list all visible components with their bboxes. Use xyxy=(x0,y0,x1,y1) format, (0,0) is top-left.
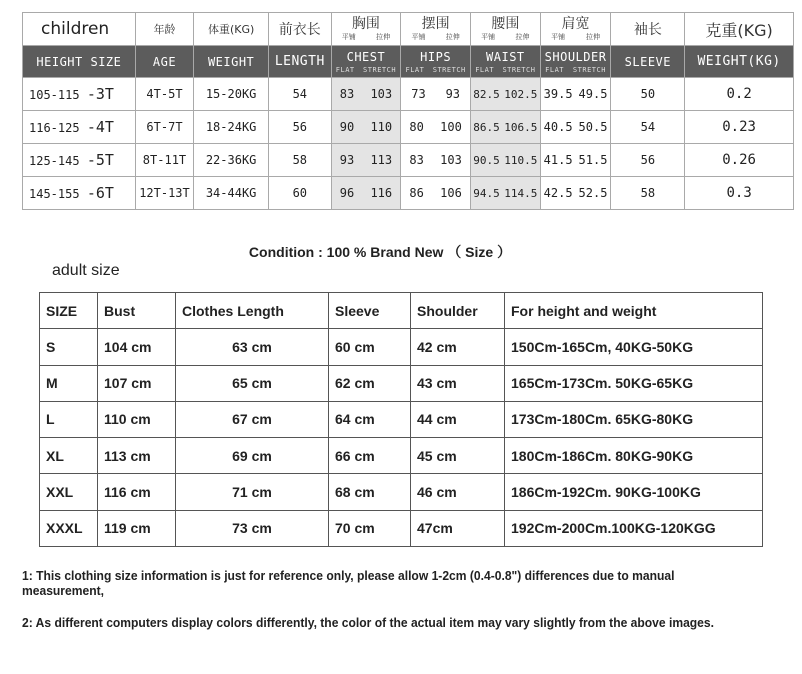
adult-cell: 42 cm xyxy=(411,329,505,365)
adult-cell: 186Cm-192Cm. 90KG-100KG xyxy=(505,474,763,510)
adult-cell: 71 cm xyxy=(176,474,329,510)
adult-cell: XL xyxy=(40,438,98,474)
weight-kg-cell: 0.23 xyxy=(685,111,794,144)
adult-cell: 65 cm xyxy=(176,365,329,401)
adult-cell: 70 cm xyxy=(329,510,411,546)
header-chest-cn: 胸围 平铺 拉伸 xyxy=(331,13,401,46)
age-cell: 6T-7T xyxy=(135,111,193,144)
sleeve-cell: 56 xyxy=(611,144,685,177)
adult-size-table xyxy=(39,292,763,547)
hips-cell: 73 93 xyxy=(401,78,471,111)
adult-cell: L xyxy=(40,401,98,437)
weight-kg-cell: 0.3 xyxy=(685,177,794,210)
table-row xyxy=(23,144,794,177)
adult-header-cell: Shoulder xyxy=(411,293,505,329)
adult-cell: 107 cm xyxy=(98,365,176,401)
adult-cell: 64 cm xyxy=(329,401,411,437)
header-age-cn: 年龄 xyxy=(135,13,193,46)
header-hips-cn: 摆围 平铺 拉伸 xyxy=(401,13,471,46)
header-weight-kg: WEIGHT(KG) xyxy=(685,46,794,78)
weight-cell: 22-36KG xyxy=(194,144,269,177)
table-row xyxy=(40,401,763,437)
adult-cell: 104 cm xyxy=(98,329,176,365)
table-row xyxy=(23,78,794,111)
header-weight: WEIGHT xyxy=(194,46,269,78)
adult-cell: XXL xyxy=(40,474,98,510)
weight-cell: 34-44KG xyxy=(194,177,269,210)
adult-cell: 116 cm xyxy=(98,474,176,510)
sleeve-cell: 58 xyxy=(611,177,685,210)
adult-cell: 119 cm xyxy=(98,510,176,546)
adult-header-cell: Bust xyxy=(98,293,176,329)
children-size-table xyxy=(22,12,794,210)
header-length-cn: 前衣长 xyxy=(269,13,332,46)
adult-cell: 43 cm xyxy=(411,365,505,401)
length-cell: 60 xyxy=(269,177,332,210)
adult-cell: 45 cm xyxy=(411,438,505,474)
adult-cell: 113 cm xyxy=(98,438,176,474)
children-label: children xyxy=(23,13,136,46)
note-color: 2: As different computers display colors differently, the color of the actual item may vary slightly from the above images. xyxy=(22,615,715,630)
condition-heading: Condition : 100 % Brand New （ Size ） xyxy=(248,244,512,260)
adult-header-cell: Sleeve xyxy=(329,293,411,329)
header-hips: HIPS FLAT STRETCH xyxy=(401,46,471,78)
chest-cell: 93 113 xyxy=(331,144,401,177)
height-size-cell: 145-155 -6T xyxy=(23,177,136,210)
adult-cell: 110 cm xyxy=(98,401,176,437)
adult-cell: 66 cm xyxy=(329,438,411,474)
header-waist: WAIST FLAT STRETCH xyxy=(470,46,540,78)
adult-cell: M xyxy=(40,365,98,401)
header-age: AGE xyxy=(135,46,193,78)
adult-cell: 44 cm xyxy=(411,401,505,437)
header-sleeve-cn: 袖长 xyxy=(611,13,685,46)
header-sleeve: SLEEVE xyxy=(611,46,685,78)
adult-header-cell: Clothes Length xyxy=(176,293,329,329)
length-cell: 56 xyxy=(269,111,332,144)
weight-cell: 15-20KG xyxy=(194,78,269,111)
weight-kg-cell: 0.26 xyxy=(685,144,794,177)
note-measurement: 1: This clothing size information is just for reference only, please allow 1-2cm (0.4-0.8") differences due to manual measurement, xyxy=(22,568,675,598)
adult-cell: 68 cm xyxy=(329,474,411,510)
adult-header-row xyxy=(40,293,763,329)
adult-header-cell: For height and weight xyxy=(505,293,763,329)
adult-cell: 60 cm xyxy=(329,329,411,365)
age-cell: 4T-5T xyxy=(135,78,193,111)
adult-cell: 46 cm xyxy=(411,474,505,510)
sleeve-cell: 50 xyxy=(611,78,685,111)
table-row xyxy=(40,474,763,510)
header-shoulder: SHOULDER FLAT STRETCH xyxy=(540,46,611,78)
shoulder-cell: 42.5 52.5 xyxy=(540,177,611,210)
adult-cell: 192Cm-200Cm.100KG-120KGG xyxy=(505,510,763,546)
table-row xyxy=(23,111,794,144)
adult-cell: 73 cm xyxy=(176,510,329,546)
table-row xyxy=(40,438,763,474)
header-chest: CHEST FLAT STRETCH xyxy=(331,46,401,78)
height-size-cell: 116-125 -4T xyxy=(23,111,136,144)
sleeve-cell: 54 xyxy=(611,111,685,144)
waist-cell: 90.5 110.5 xyxy=(470,144,540,177)
header-weight-kg-cn: 克重(KG) xyxy=(685,13,794,46)
chest-cell: 90 110 xyxy=(331,111,401,144)
header-row-english xyxy=(23,46,794,78)
hips-cell: 80 100 xyxy=(401,111,471,144)
adult-cell: S xyxy=(40,329,98,365)
table-row xyxy=(40,365,763,401)
adult-header-cell: SIZE xyxy=(40,293,98,329)
adult-cell: 150Cm-165Cm, 40KG-50KG xyxy=(505,329,763,365)
adult-size-label: adult size xyxy=(52,262,120,279)
adult-cell: 165Cm-173Cm. 50KG-65KG xyxy=(505,365,763,401)
table-row xyxy=(40,510,763,546)
height-size-cell: 105-115 -3T xyxy=(23,78,136,111)
shoulder-cell: 39.5 49.5 xyxy=(540,78,611,111)
waist-cell: 82.5 102.5 xyxy=(470,78,540,111)
adult-cell: 67 cm xyxy=(176,401,329,437)
hips-cell: 83 103 xyxy=(401,144,471,177)
header-shoulder-cn: 肩宽 平铺 拉伸 xyxy=(540,13,611,46)
adult-cell: 69 cm xyxy=(176,438,329,474)
adult-cell: 62 cm xyxy=(329,365,411,401)
shoulder-cell: 40.5 50.5 xyxy=(540,111,611,144)
header-height-size: HEIGHT SIZE xyxy=(23,46,136,78)
table-row xyxy=(23,177,794,210)
hips-cell: 86 106 xyxy=(401,177,471,210)
weight-kg-cell: 0.2 xyxy=(685,78,794,111)
adult-cell: 63 cm xyxy=(176,329,329,365)
waist-cell: 94.5 114.5 xyxy=(470,177,540,210)
length-cell: 58 xyxy=(269,144,332,177)
weight-cell: 18-24KG xyxy=(194,111,269,144)
adult-cell: 47cm xyxy=(411,510,505,546)
header-length: LENGTH xyxy=(269,46,332,78)
adult-cell: 180Cm-186Cm. 80KG-90KG xyxy=(505,438,763,474)
header-row-chinese xyxy=(23,13,794,46)
length-cell: 54 xyxy=(269,78,332,111)
adult-cell: 173Cm-180Cm. 65KG-80KG xyxy=(505,401,763,437)
age-cell: 8T-11T xyxy=(135,144,193,177)
age-cell: 12T-13T xyxy=(135,177,193,210)
header-waist-cn: 腰围 平铺 拉伸 xyxy=(470,13,540,46)
waist-cell: 86.5 106.5 xyxy=(470,111,540,144)
chest-cell: 83 103 xyxy=(331,78,401,111)
shoulder-cell: 41.5 51.5 xyxy=(540,144,611,177)
chest-cell: 96 116 xyxy=(331,177,401,210)
adult-cell: XXXL xyxy=(40,510,98,546)
header-weight-cn: 体重(KG) xyxy=(194,13,269,46)
height-size-cell: 125-145 -5T xyxy=(23,144,136,177)
table-row xyxy=(40,329,763,365)
